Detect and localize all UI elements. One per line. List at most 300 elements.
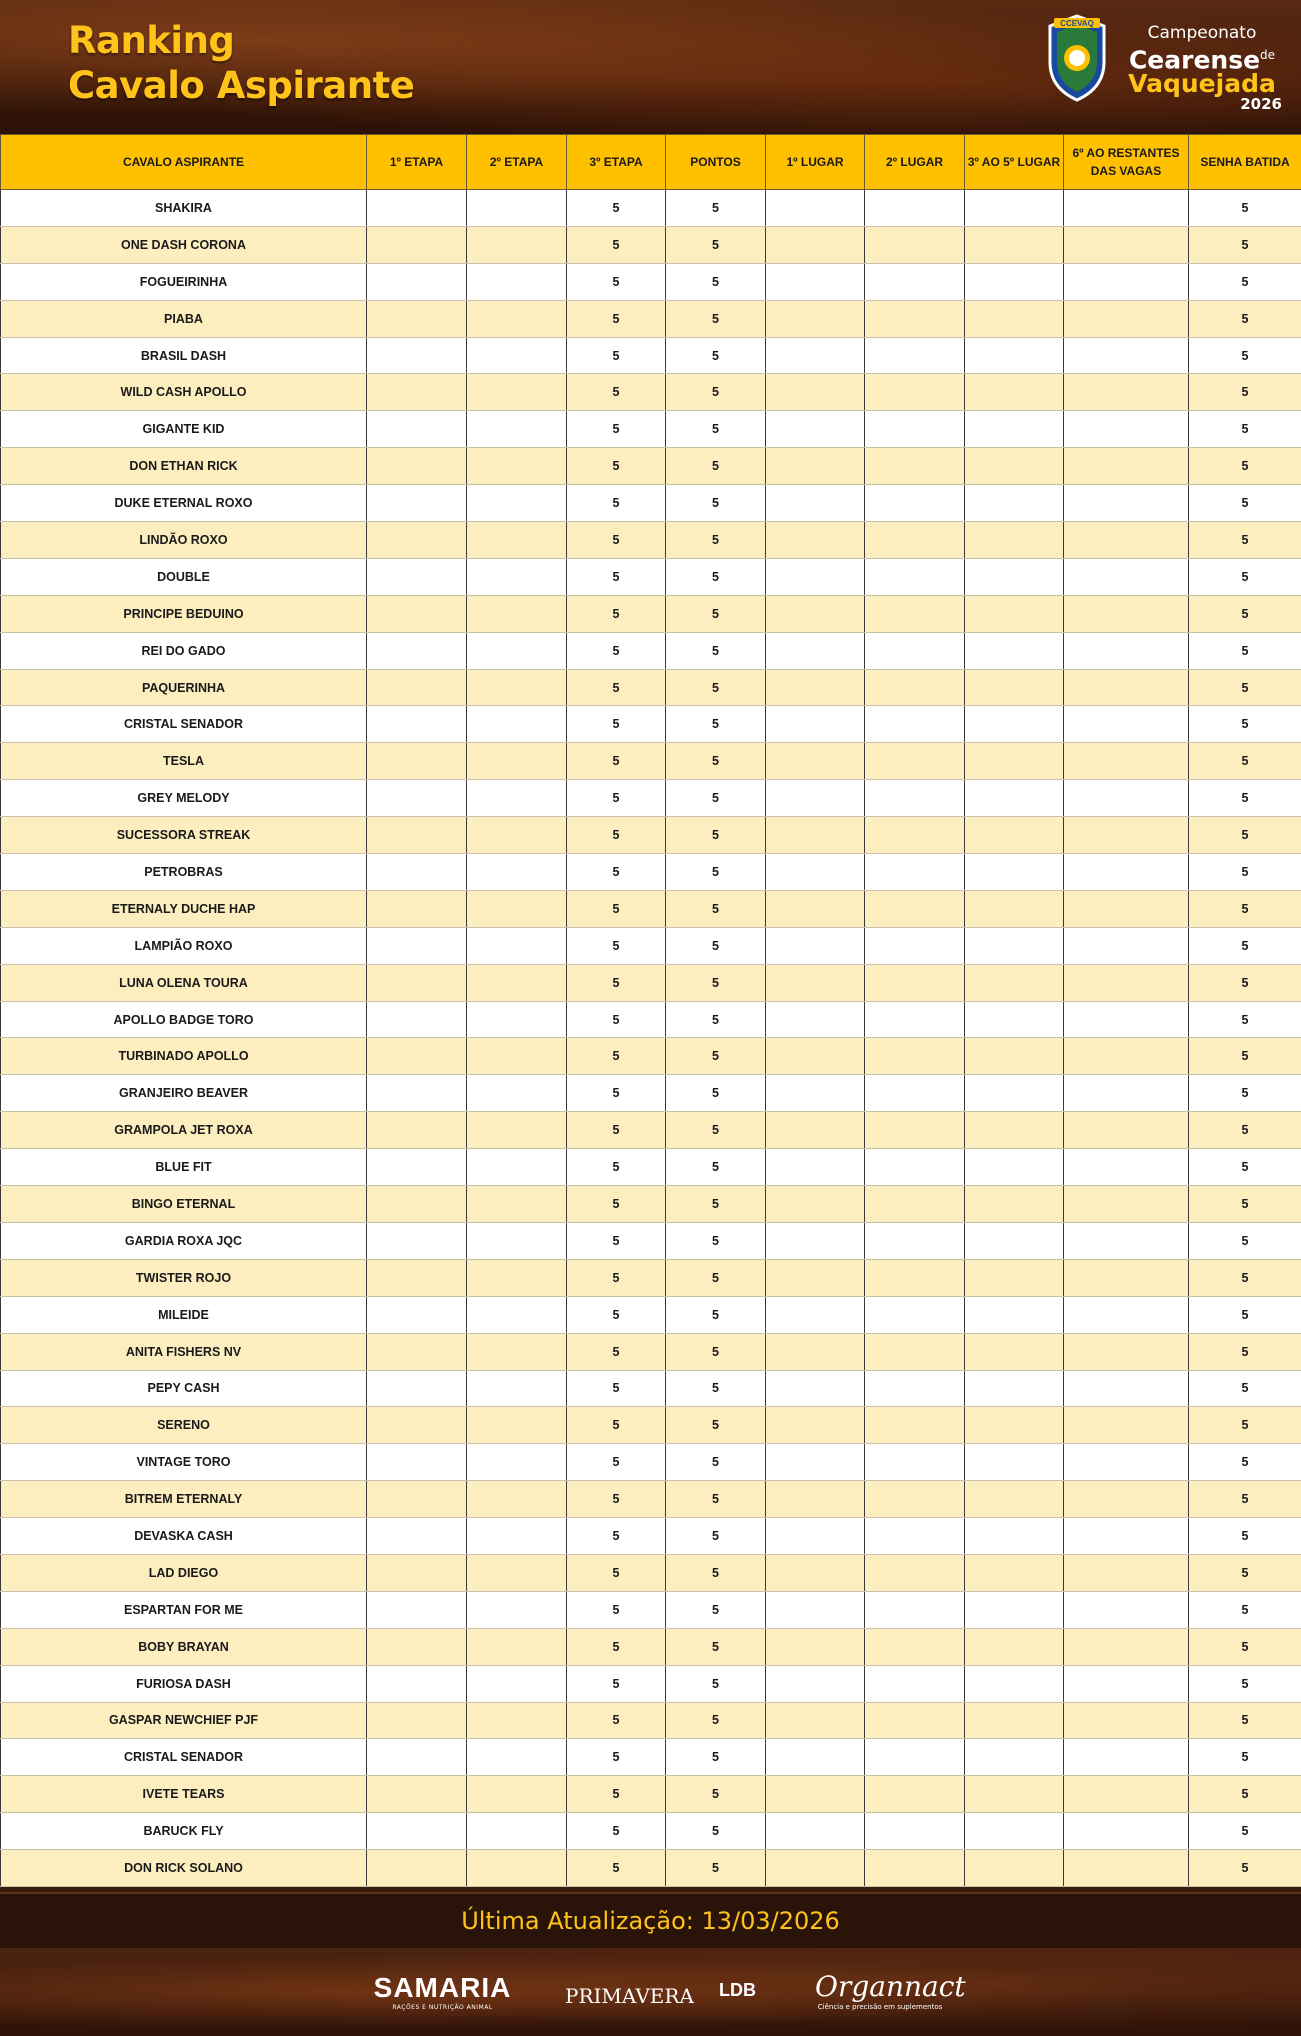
etapa1-cell [367, 485, 467, 522]
place2-cell [865, 1333, 965, 1370]
place2-cell [865, 1149, 965, 1186]
etapa2-cell [467, 263, 567, 300]
points-cell: 5 [666, 1554, 766, 1591]
etapa1-cell [367, 411, 467, 448]
horse-name-cell: WILD CASH APOLLO [1, 374, 367, 411]
place6-cell [1064, 780, 1189, 817]
senha-cell: 5 [1189, 1665, 1301, 1702]
column-header: 1º ETAPA [367, 135, 467, 190]
etapa3-cell: 5 [567, 1518, 666, 1555]
brand-line-1: Campeonato [1147, 23, 1257, 43]
etapa2-cell [467, 1776, 567, 1813]
table-row [1, 374, 1301, 411]
etapa3-cell: 5 [567, 669, 666, 706]
senha-cell: 5 [1189, 300, 1301, 337]
points-cell: 5 [666, 374, 766, 411]
table-row [1, 1554, 1301, 1591]
horse-name-cell: PEPY CASH [1, 1370, 367, 1407]
senha-cell: 5 [1189, 927, 1301, 964]
etapa2-cell [467, 669, 567, 706]
etapa2-cell [467, 485, 567, 522]
place6-cell [1064, 1628, 1189, 1665]
points-cell: 5 [666, 337, 766, 374]
place2-cell [865, 226, 965, 263]
place2-cell [865, 1296, 965, 1333]
etapa2-cell [467, 964, 567, 1001]
senha-cell: 5 [1189, 485, 1301, 522]
primavera-logo: PRIMAVERA [565, 1984, 694, 2008]
etapa1-cell [367, 743, 467, 780]
points-cell: 5 [666, 1149, 766, 1186]
etapa2-cell [467, 1813, 567, 1850]
place6-cell [1064, 927, 1189, 964]
etapa1-cell [367, 1370, 467, 1407]
horse-name-cell: PETROBRAS [1, 854, 367, 891]
etapa3-cell: 5 [567, 1222, 666, 1259]
etapa3-cell: 5 [567, 226, 666, 263]
senha-cell: 5 [1189, 1850, 1301, 1887]
points-cell: 5 [666, 1038, 766, 1075]
place3-5-cell [965, 1186, 1064, 1223]
place1-cell [766, 1665, 865, 1702]
etapa3-cell: 5 [567, 927, 666, 964]
place1-cell [766, 226, 865, 263]
etapa3-cell: 5 [567, 1259, 666, 1296]
points-cell: 5 [666, 1222, 766, 1259]
table-row [1, 743, 1301, 780]
senha-cell: 5 [1189, 558, 1301, 595]
senha-cell: 5 [1189, 1149, 1301, 1186]
table-row [1, 522, 1301, 559]
place6-cell [1064, 1112, 1189, 1149]
place6-cell [1064, 669, 1189, 706]
etapa1-cell [367, 1001, 467, 1038]
etapa2-cell [467, 1186, 567, 1223]
place3-5-cell [965, 854, 1064, 891]
place6-cell [1064, 300, 1189, 337]
place6-cell [1064, 1776, 1189, 1813]
last-update-text: Última Atualização: 13/03/2026 [461, 1907, 840, 1935]
page-header [0, 0, 1301, 134]
senha-cell: 5 [1189, 780, 1301, 817]
place3-5-cell [965, 1518, 1064, 1555]
place3-5-cell [965, 1813, 1064, 1850]
place3-5-cell [965, 817, 1064, 854]
place2-cell [865, 1038, 965, 1075]
points-cell: 5 [666, 1813, 766, 1850]
page-title [68, 18, 414, 108]
horse-name-cell: GIGANTE KID [1, 411, 367, 448]
place3-5-cell [965, 1112, 1064, 1149]
table-row [1, 1739, 1301, 1776]
place3-5-cell [965, 1444, 1064, 1481]
senha-cell: 5 [1189, 226, 1301, 263]
etapa2-cell [467, 890, 567, 927]
etapa1-cell [367, 1186, 467, 1223]
place2-cell [865, 1702, 965, 1739]
ranking-table [0, 134, 1301, 1887]
etapa1-cell [367, 1333, 467, 1370]
etapa1-cell [367, 632, 467, 669]
place2-cell [865, 1407, 965, 1444]
place1-cell [766, 595, 865, 632]
samaria-logo: SAMARIA RAÇÕES E NUTRIÇÃO ANIMAL [373, 1972, 512, 2011]
etapa1-cell [367, 964, 467, 1001]
etapa3-cell: 5 [567, 1591, 666, 1628]
etapa3-cell: 5 [567, 1149, 666, 1186]
place2-cell [865, 964, 965, 1001]
etapa1-cell [367, 263, 467, 300]
place3-5-cell [965, 1554, 1064, 1591]
table-row [1, 1444, 1301, 1481]
place2-cell [865, 817, 965, 854]
place3-5-cell [965, 337, 1064, 374]
place3-5-cell [965, 890, 1064, 927]
place2-cell [865, 743, 965, 780]
etapa3-cell: 5 [567, 1112, 666, 1149]
ranking-table-container [0, 134, 1301, 1884]
brand-year: 2026 [1240, 95, 1282, 114]
etapa1-cell [367, 1112, 467, 1149]
table-row [1, 669, 1301, 706]
place6-cell [1064, 1149, 1189, 1186]
etapa1-cell [367, 190, 467, 227]
etapa3-cell: 5 [567, 448, 666, 485]
place3-5-cell [965, 1259, 1064, 1296]
place2-cell [865, 1776, 965, 1813]
senha-cell: 5 [1189, 1628, 1301, 1665]
senha-cell: 5 [1189, 448, 1301, 485]
etapa1-cell [367, 1813, 467, 1850]
etapa3-cell: 5 [567, 337, 666, 374]
place2-cell [865, 1481, 965, 1518]
table-row [1, 1296, 1301, 1333]
place2-cell [865, 1628, 965, 1665]
etapa1-cell [367, 1776, 467, 1813]
organnact-logo: Organnact Ciência e precisão em suplementos [815, 1970, 966, 2011]
place1-cell [766, 1481, 865, 1518]
horse-name-cell: ANITA FISHERS NV [1, 1333, 367, 1370]
place3-5-cell [965, 1481, 1064, 1518]
etapa1-cell [367, 374, 467, 411]
points-cell: 5 [666, 780, 766, 817]
horse-name-cell: APOLLO BADGE TORO [1, 1001, 367, 1038]
place6-cell [1064, 1591, 1189, 1628]
etapa3-cell: 5 [567, 854, 666, 891]
etapa2-cell [467, 226, 567, 263]
place1-cell [766, 1850, 865, 1887]
senha-cell: 5 [1189, 1776, 1301, 1813]
shield-icon [1046, 14, 1108, 102]
place6-cell [1064, 964, 1189, 1001]
place6-cell [1064, 1665, 1189, 1702]
place3-5-cell [965, 669, 1064, 706]
horse-name-cell: TESLA [1, 743, 367, 780]
points-cell: 5 [666, 1518, 766, 1555]
place6-cell [1064, 1739, 1189, 1776]
table-row [1, 817, 1301, 854]
horse-name-cell: PRINCIPE BEDUINO [1, 595, 367, 632]
place1-cell [766, 817, 865, 854]
place1-cell [766, 485, 865, 522]
points-cell: 5 [666, 1481, 766, 1518]
table-row [1, 595, 1301, 632]
table-row [1, 1591, 1301, 1628]
place6-cell [1064, 1370, 1189, 1407]
horse-name-cell: GRAMPOLA JET ROXA [1, 1112, 367, 1149]
senha-cell: 5 [1189, 854, 1301, 891]
horse-name-cell: MILEIDE [1, 1296, 367, 1333]
horse-name-cell: CRISTAL SENADOR [1, 1739, 367, 1776]
place6-cell [1064, 1038, 1189, 1075]
points-cell: 5 [666, 1407, 766, 1444]
etapa3-cell: 5 [567, 1001, 666, 1038]
horse-name-cell: FOGUEIRINHA [1, 263, 367, 300]
horse-name-cell: DEVASKA CASH [1, 1518, 367, 1555]
table-row [1, 263, 1301, 300]
column-header: SENHA BATIDA [1189, 135, 1301, 190]
table-row [1, 190, 1301, 227]
etapa2-cell [467, 1554, 567, 1591]
etapa2-cell [467, 743, 567, 780]
table-row [1, 780, 1301, 817]
etapa1-cell [367, 1296, 467, 1333]
place2-cell [865, 890, 965, 927]
senha-cell: 5 [1189, 1702, 1301, 1739]
title-line-1: Ranking [68, 19, 235, 62]
place2-cell [865, 1112, 965, 1149]
place6-cell [1064, 1554, 1189, 1591]
points-cell: 5 [666, 669, 766, 706]
etapa3-cell: 5 [567, 780, 666, 817]
table-row [1, 448, 1301, 485]
etapa1-cell [367, 1665, 467, 1702]
place6-cell [1064, 1444, 1189, 1481]
etapa3-cell: 5 [567, 1370, 666, 1407]
place1-cell [766, 669, 865, 706]
place6-cell [1064, 448, 1189, 485]
table-row [1, 632, 1301, 669]
etapa3-cell: 5 [567, 1628, 666, 1665]
etapa2-cell [467, 632, 567, 669]
table-row [1, 1628, 1301, 1665]
points-cell: 5 [666, 1186, 766, 1223]
etapa2-cell [467, 1850, 567, 1887]
points-cell: 5 [666, 485, 766, 522]
place1-cell [766, 854, 865, 891]
etapa1-cell [367, 817, 467, 854]
points-cell: 5 [666, 1001, 766, 1038]
place3-5-cell [965, 411, 1064, 448]
place2-cell [865, 411, 965, 448]
place2-cell [865, 300, 965, 337]
place2-cell [865, 190, 965, 227]
place2-cell [865, 485, 965, 522]
points-cell: 5 [666, 1702, 766, 1739]
senha-cell: 5 [1189, 1075, 1301, 1112]
table-row [1, 1702, 1301, 1739]
etapa1-cell [367, 226, 467, 263]
place2-cell [865, 1813, 965, 1850]
horse-name-cell: LUNA OLENA TOURA [1, 964, 367, 1001]
place1-cell [766, 706, 865, 743]
etapa2-cell [467, 1591, 567, 1628]
place3-5-cell [965, 1149, 1064, 1186]
place3-5-cell [965, 263, 1064, 300]
place2-cell [865, 1591, 965, 1628]
etapa3-cell: 5 [567, 558, 666, 595]
etapa1-cell [367, 595, 467, 632]
etapa3-cell: 5 [567, 1296, 666, 1333]
place3-5-cell [965, 1075, 1064, 1112]
table-row [1, 337, 1301, 374]
etapa3-cell: 5 [567, 1776, 666, 1813]
etapa3-cell: 5 [567, 1444, 666, 1481]
points-cell: 5 [666, 1112, 766, 1149]
etapa3-cell: 5 [567, 964, 666, 1001]
place6-cell [1064, 1813, 1189, 1850]
place3-5-cell [965, 485, 1064, 522]
etapa1-cell [367, 300, 467, 337]
etapa2-cell [467, 300, 567, 337]
place2-cell [865, 780, 965, 817]
place3-5-cell [965, 1370, 1064, 1407]
place2-cell [865, 1554, 965, 1591]
etapa3-cell: 5 [567, 1665, 666, 1702]
table-header-row [1, 135, 1301, 190]
etapa1-cell [367, 1259, 467, 1296]
senha-cell: 5 [1189, 1001, 1301, 1038]
etapa2-cell [467, 1001, 567, 1038]
senha-cell: 5 [1189, 890, 1301, 927]
etapa3-cell: 5 [567, 817, 666, 854]
place6-cell [1064, 1296, 1189, 1333]
etapa2-cell [467, 1038, 567, 1075]
place1-cell [766, 1222, 865, 1259]
horse-name-cell: BARUCK FLY [1, 1813, 367, 1850]
senha-cell: 5 [1189, 1186, 1301, 1223]
place6-cell [1064, 226, 1189, 263]
place3-5-cell [965, 632, 1064, 669]
etapa2-cell [467, 190, 567, 227]
horse-name-cell: REI DO GADO [1, 632, 367, 669]
points-cell: 5 [666, 190, 766, 227]
etapa3-cell: 5 [567, 190, 666, 227]
etapa2-cell [467, 1075, 567, 1112]
column-header: 3º ETAPA [567, 135, 666, 190]
etapa3-cell: 5 [567, 743, 666, 780]
place1-cell [766, 1112, 865, 1149]
place3-5-cell [965, 706, 1064, 743]
place3-5-cell [965, 374, 1064, 411]
place3-5-cell [965, 448, 1064, 485]
horse-name-cell: BOBY BRAYAN [1, 1628, 367, 1665]
place1-cell [766, 1813, 865, 1850]
horse-name-cell: SUCESSORA STREAK [1, 817, 367, 854]
table-row [1, 1186, 1301, 1223]
place6-cell [1064, 337, 1189, 374]
place6-cell [1064, 1001, 1189, 1038]
horse-name-cell: LAD DIEGO [1, 1554, 367, 1591]
table-row [1, 964, 1301, 1001]
points-cell: 5 [666, 817, 766, 854]
place6-cell [1064, 411, 1189, 448]
place3-5-cell [965, 927, 1064, 964]
place1-cell [766, 890, 865, 927]
table-row [1, 1665, 1301, 1702]
etapa3-cell: 5 [567, 485, 666, 522]
senha-cell: 5 [1189, 374, 1301, 411]
brand-line-2: Cearense$^{de}$ [1128, 45, 1276, 75]
etapa3-cell: 5 [567, 374, 666, 411]
place6-cell [1064, 190, 1189, 227]
place1-cell [766, 411, 865, 448]
table-body [1, 190, 1301, 1887]
etapa1-cell [367, 706, 467, 743]
points-cell: 5 [666, 1850, 766, 1887]
table-row [1, 1112, 1301, 1149]
place1-cell [766, 1702, 865, 1739]
etapa3-cell: 5 [567, 595, 666, 632]
place2-cell [865, 1665, 965, 1702]
etapa2-cell [467, 1665, 567, 1702]
horse-name-cell: SERENO [1, 1407, 367, 1444]
column-header: 3º AO 5º LUGAR [965, 135, 1064, 190]
place1-cell [766, 632, 865, 669]
place1-cell [766, 743, 865, 780]
horse-name-cell: GARDIA ROXA JQC [1, 1222, 367, 1259]
place3-5-cell [965, 1296, 1064, 1333]
place6-cell [1064, 1407, 1189, 1444]
etapa2-cell [467, 706, 567, 743]
table-row [1, 1075, 1301, 1112]
place1-cell [766, 522, 865, 559]
etapa2-cell [467, 337, 567, 374]
points-cell: 5 [666, 1259, 766, 1296]
place1-cell [766, 1518, 865, 1555]
place3-5-cell [965, 1591, 1064, 1628]
place2-cell [865, 706, 965, 743]
horse-name-cell: GREY MELODY [1, 780, 367, 817]
place1-cell [766, 300, 865, 337]
etapa2-cell [467, 1333, 567, 1370]
place2-cell [865, 1850, 965, 1887]
place3-5-cell [965, 743, 1064, 780]
points-cell: 5 [666, 1296, 766, 1333]
horse-name-cell: SHAKIRA [1, 190, 367, 227]
place2-cell [865, 448, 965, 485]
etapa1-cell [367, 1407, 467, 1444]
place2-cell [865, 927, 965, 964]
horse-name-cell: VINTAGE TORO [1, 1444, 367, 1481]
horse-name-cell: GASPAR NEWCHIEF PJF [1, 1702, 367, 1739]
points-cell: 5 [666, 890, 766, 927]
etapa2-cell [467, 1296, 567, 1333]
place6-cell [1064, 522, 1189, 559]
etapa2-cell [467, 1518, 567, 1555]
table-row [1, 927, 1301, 964]
place3-5-cell [965, 780, 1064, 817]
etapa2-cell [467, 1702, 567, 1739]
senha-cell: 5 [1189, 522, 1301, 559]
place2-cell [865, 1370, 965, 1407]
senha-cell: 5 [1189, 743, 1301, 780]
points-cell: 5 [666, 1075, 766, 1112]
etapa3-cell: 5 [567, 300, 666, 337]
place1-cell [766, 1407, 865, 1444]
etapa3-cell: 5 [567, 263, 666, 300]
points-cell: 5 [666, 854, 766, 891]
